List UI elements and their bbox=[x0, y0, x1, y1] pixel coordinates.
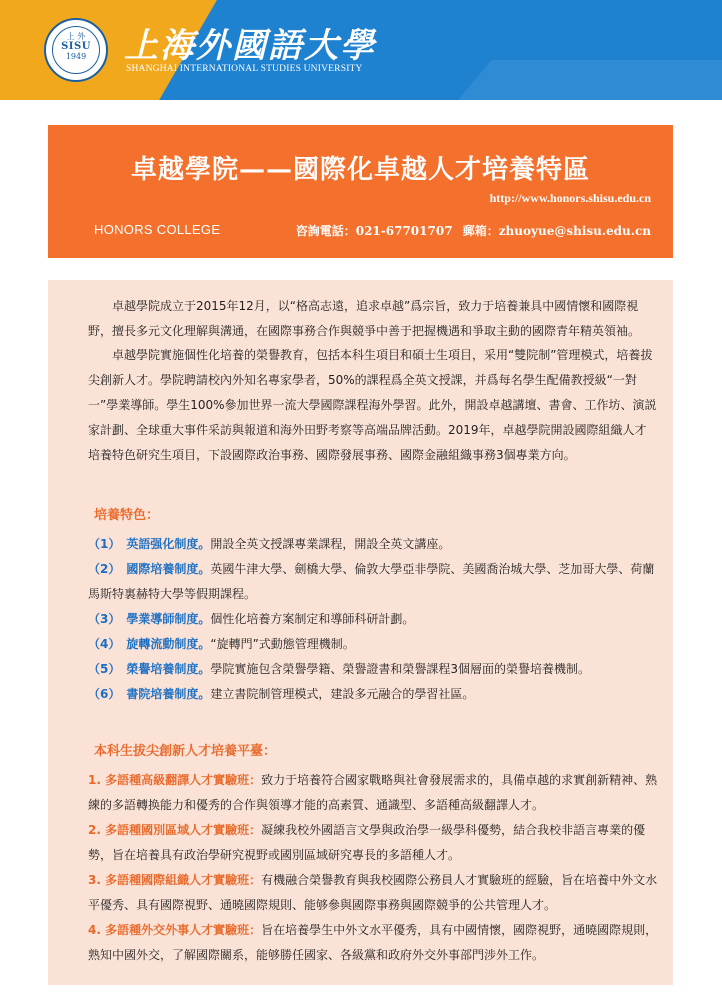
platform-keyword: 2. 多語種國別區域人才實驗班： bbox=[88, 823, 262, 837]
university-header bbox=[0, 0, 722, 100]
content-panel bbox=[48, 280, 673, 985]
seal-inner bbox=[52, 26, 100, 74]
feature-keyword: 英語强化制度。 bbox=[126, 537, 211, 551]
feature-item bbox=[88, 632, 658, 657]
seal-top-text: 上 外 bbox=[66, 32, 86, 41]
feature-text: 建立書院制管理模式，建設多元融合的學習社區。 bbox=[210, 687, 475, 701]
feature-number: （6） bbox=[88, 687, 121, 701]
feature-item bbox=[88, 682, 658, 707]
feature-number: （5） bbox=[88, 662, 121, 676]
feature-text: 開設全英文授課專業課程，開設全英文講座。 bbox=[210, 537, 451, 551]
platform-text: 有機融合榮譽教育與我校國際公務員人才實驗班的經驗，旨在培養中外文水平優秀、具有國際視野、通曉國際規則、能够參與國際事務與國際競爭的公共管理人才。 bbox=[88, 873, 658, 912]
platform-text: 凝練我校外國語言文學與政治學一級學科優勢，結合我校非語言專業的優勢，旨在培養具有政治學研究視野或國別區域研究專長的多語種人才。 bbox=[88, 823, 646, 862]
feature-keyword: 學業導師制度。 bbox=[126, 612, 211, 626]
feature-text: 個性化培養方案制定和導師科研計劃。 bbox=[210, 612, 415, 626]
feature-item bbox=[88, 607, 658, 632]
intro-paragraph-2: 卓越學院實施個性化培養的榮譽教育，包括本科生項目和碩士生項目，采用“雙院制”管理模式，培養拔尖創新人才。學院聘請校內外知名專家學者，50%的課程爲全英文授課，并爲每名學生配備教授級“一對一”學業導師。學生100%參加世界一流大學國際課程海外學習。此外，開設卓越講壇、書會、工作坊、演説家計劃、全球重大事件采訪與報道和海外田野考察等高端品牌活動。2019年，卓越學院開設國際組織人才培養特色研究生項目，下設國際政治事務、國際發展事務、國際金融組織事務3個專業方向。 bbox=[88, 348, 657, 462]
feature-item bbox=[88, 532, 658, 557]
platform-item bbox=[88, 818, 658, 868]
feature-number: （1） bbox=[88, 537, 121, 551]
platform-title: 本科生拔尖創新人才培養平臺： bbox=[94, 744, 277, 759]
contact-info bbox=[290, 222, 651, 239]
university-name-cn: 上海外國語大學 bbox=[124, 26, 376, 66]
feature-text: 學院實施包含榮譽學籍、榮譽證書和榮譽課程3個層面的榮譽培養機制。 bbox=[210, 662, 591, 676]
college-english-name: HONORS COLLEGE bbox=[94, 222, 221, 237]
university-name-en: SHANGHAI INTERNATIONAL STUDIES UNIVERSITY bbox=[126, 64, 363, 74]
feature-item bbox=[88, 657, 658, 682]
feature-keyword: 旋轉流動制度。 bbox=[126, 637, 211, 651]
platform-keyword: 4. 多語種外交外事人才實驗班： bbox=[88, 923, 262, 937]
intro-paragraph-1: 卓越學院成立于2015年12月，以“格高志遠，追求卓越”爲宗旨，致力于培養兼具中國情懷和國際視野，擅長多元文化理解與溝通，在國際事務合作與競爭中善于把握機遇和爭取主動的國際青年精英領袖。 bbox=[88, 299, 641, 338]
university-seal-logo bbox=[44, 18, 108, 82]
platform-item bbox=[88, 918, 658, 968]
feature-number: （3） bbox=[88, 612, 121, 626]
website-link[interactable]: http://www.honors.shisu.edu.cn bbox=[489, 191, 651, 205]
platform-keyword: 1. 多語種高級翻譯人才實驗班： bbox=[88, 773, 262, 787]
features-title: 培養特色： bbox=[94, 508, 160, 523]
phone-text: 咨詢電話：021-67701707 bbox=[295, 224, 453, 238]
seal-year-text: 1949 bbox=[65, 52, 87, 61]
feature-keyword: 書院培養制度。 bbox=[126, 687, 211, 701]
feature-keyword: 榮譽培養制度。 bbox=[126, 662, 211, 676]
feature-item bbox=[88, 557, 658, 607]
platform-item bbox=[88, 768, 658, 818]
feature-number: （4） bbox=[88, 637, 121, 651]
email-link[interactable]: 郵箱：zhuoyue@shisu.edu.cn bbox=[462, 224, 651, 238]
platform-keyword: 3. 多語種國際組織人才實驗班： bbox=[88, 873, 262, 887]
seal-mid-text: SISU bbox=[61, 41, 91, 52]
page-title: 卓越學院——國際化卓越人才培養特區 bbox=[130, 155, 590, 185]
platform-text: 致力于培養符合國家戰略與社會發展需求的，具備卓越的求實創新精神、熟練的多語轉换能力和優秀的合作與領導才能的高素質、通識型、多語種高級翻譯人才。 bbox=[88, 773, 658, 812]
title-banner bbox=[48, 125, 673, 258]
feature-keyword: 國際培養制度。 bbox=[126, 562, 211, 576]
feature-text: 英國牛津大學、劍橋大學、倫敦大學亞非學院、美國喬治城大學、芝加哥大學、荷蘭馬斯特裏赫特大學等假期課程。 bbox=[88, 562, 655, 601]
feature-text: “旋轉門”式動態管理機制。 bbox=[210, 637, 355, 651]
platform-item bbox=[88, 868, 658, 918]
platform-text: 旨在培養學生中外文水平優秀，具有中國情懷，國際視野，通曉國際規則，熟知中國外交，了解國際關系，能够勝任國家、各級黨和政府外交外事部門涉外工作。 bbox=[88, 923, 658, 962]
feature-number: （2） bbox=[88, 562, 121, 576]
